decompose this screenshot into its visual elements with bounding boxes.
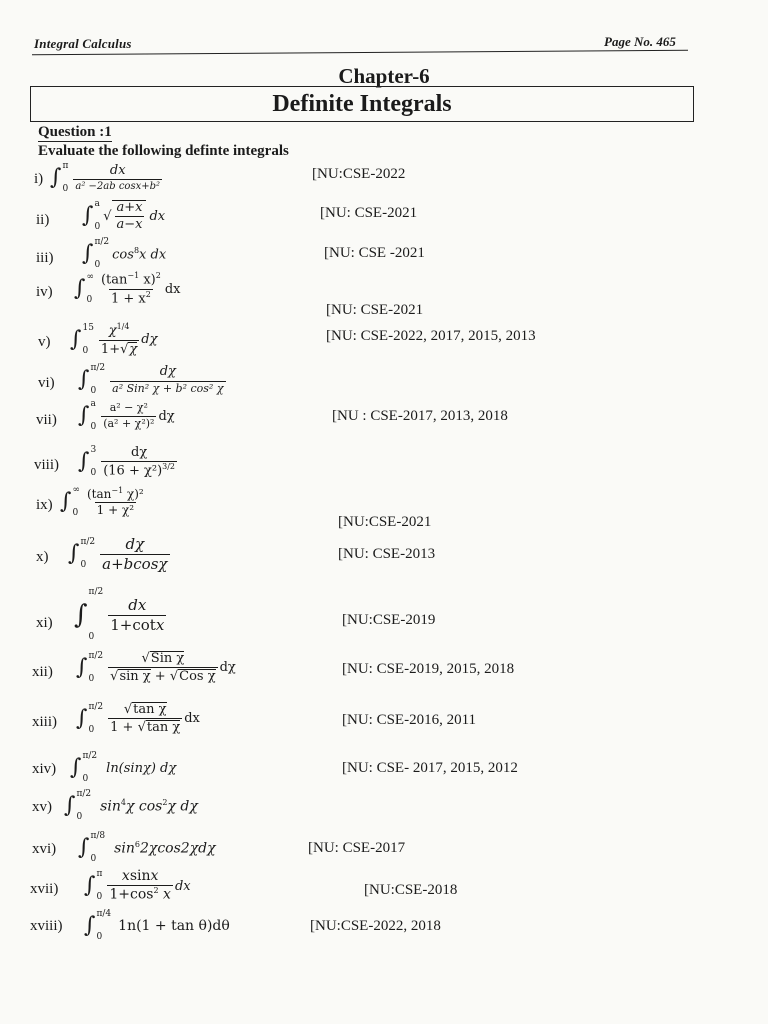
item-number: xii)	[32, 664, 53, 680]
item-number: i)	[34, 171, 44, 187]
integral-expression: ∫ π/2 0 $\frac{dx}{1+\cot x}$	[74, 587, 165, 642]
integral-expression: ∫ ∞ 0 $\frac{(\tan^{-1} \chi)^2}{\text{1 + χ²}}$	[60, 485, 144, 518]
integral-expression: ∫ π/2 0 $\cos^8x$ dx	[82, 237, 167, 270]
exam-reference: [NU: CSE-2013	[338, 546, 436, 562]
item-number: xiv)	[32, 761, 57, 777]
page-title: Definite Integrals	[272, 91, 452, 117]
integral-expression: ∫ π/8 0 $\sin^62\chi\cos 2\chi d\chi$	[78, 831, 216, 864]
item-number: vii)	[36, 412, 57, 428]
integral-expression: ∫ π/2 0 $\sin^4\chi$ $\cos^2\chi$ dχ	[64, 789, 198, 822]
title-box	[30, 86, 694, 122]
exam-reference: [NU: CSE-2016, 2011	[342, 712, 477, 728]
item-number: x)	[36, 549, 49, 565]
integral-expression: ∫ π/2 0 $\frac{\text{√tan χ}}{\text{1 + √tan χ}}$ dx	[76, 701, 200, 736]
item-number: v)	[38, 334, 51, 350]
exam-reference: [NU: CSE- 2017, 2015, 2012	[342, 760, 518, 776]
item-number: iii)	[36, 250, 54, 266]
item-number: xv)	[32, 799, 52, 815]
item-number: xiii)	[32, 714, 57, 730]
item-number: viii)	[34, 457, 59, 473]
exam-reference: [NU: CSE-2021	[326, 302, 424, 318]
integral-expression: ∫ π/2 0 ln(sinχ) dχ	[70, 751, 177, 784]
integral-expression: ∫ a 0 $\frac{\text{a² − χ²}}{\text{(a² + χ²)²}}$ dχ	[78, 399, 175, 432]
item-number: xvii)	[30, 881, 59, 897]
exam-reference: [NU:CSE-2022	[312, 166, 406, 182]
integral-expression: ∫ π 0 $\frac{xsinx}{1+\cos^2 x}$ dx	[84, 868, 191, 904]
integral-expression: ∫ π/4 0 1n(1 + tan θ)dθ	[84, 909, 230, 942]
exam-reference: [NU:CSE-2022, 2018	[310, 918, 441, 934]
integral-expression: ∫ π/2 0 $\frac{d\chi}{\text{a² Sin² χ + b² cos² χ}}$	[78, 363, 224, 396]
exam-reference: [NU: CSE -2021	[324, 245, 425, 261]
chapter-heading: Chapter-6	[338, 64, 430, 88]
integral-expression: ∫ a 0 √ $\frac{a+x}{a-x}$ dx	[82, 199, 166, 233]
integral-expression: ∫ 3 0 $\frac{d\chi}{(16 + \chi^2)^{3/2}}$	[78, 445, 176, 479]
exam-reference: [NU: CSE-2017	[308, 840, 406, 856]
item-number: vi)	[38, 375, 55, 391]
exam-reference: [NU: CSE-2021	[320, 205, 418, 221]
integral-expression: ∫ π 0 $\frac{dx}{\text{a² −2ab cosx+b²}}$	[50, 161, 161, 194]
item-number: iv)	[36, 284, 53, 300]
exam-reference: [NU: CSE-2019, 2015, 2018	[342, 661, 515, 677]
item-number: xviii)	[30, 918, 63, 934]
header-page-number: Page No. 465	[604, 34, 676, 49]
header-subject: Integral Calculus	[34, 36, 132, 51]
exam-reference: [NU:CSE-2019	[342, 612, 436, 628]
question-instruction: Evaluate the following definte integrals	[38, 143, 289, 159]
exam-reference: [NU:CSE-2018	[364, 882, 458, 898]
integral-expression: ∫ ∞ 0 $\frac{(\tan^{-1} x)^2}{1 + x^2}$ dx	[74, 271, 181, 306]
integral-expression: ∫ 15 0 $\frac{\chi^{1/4}}{1+√\chi}$ dχ	[70, 322, 158, 357]
exam-reference: [NU: CSE-2022, 2017, 2015, 2013	[326, 328, 536, 344]
item-number: ix)	[36, 497, 53, 513]
item-number: ii)	[36, 212, 50, 228]
item-number: xvi)	[32, 841, 57, 857]
question-label: Question :1	[38, 124, 112, 140]
integral-expression: ∫ π/2 0 $\frac{d\chi}{a+bcos\chi}$	[68, 535, 168, 573]
exam-reference: [NU : CSE-2017, 2013, 2018	[332, 408, 508, 424]
exam-reference: [NU:CSE-2021	[338, 514, 432, 530]
item-number: xi)	[36, 615, 53, 631]
integral-expression: ∫ π/2 0 $\frac{\text{√Sin χ}}{\text{√sin χ + √Cos χ}}$ dχ	[76, 650, 236, 685]
